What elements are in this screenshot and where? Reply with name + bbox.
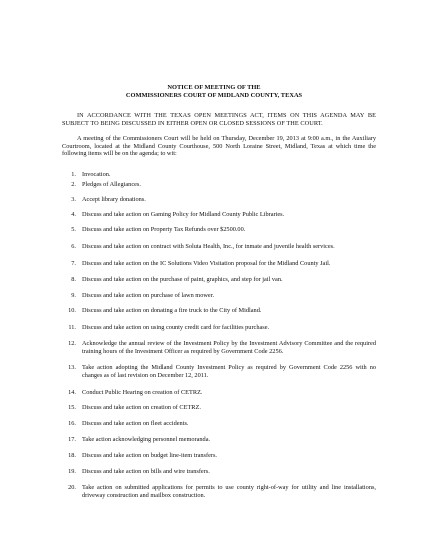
agenda-item-text: Discuss and take action on contract with Soluta Health, Inc., for inmate and juvenile health services. (82, 243, 335, 250)
court-title: COMMISSIONERS COURT OF MIDLAND COUNTY, TEXAS (125, 91, 303, 99)
agenda-item-text: Pledges of Allegiances. (82, 181, 141, 188)
agenda-item-text: Discuss and take action on donating a fire truck to the City of Midland. (82, 307, 262, 314)
agenda-item-number: 18. (68, 452, 76, 459)
agenda-item-text: Discuss and take action on Property Tax Refunds over $2500.00. (82, 226, 246, 233)
agenda-item-text: Discuss and take action on fleet accidents. (82, 420, 189, 427)
agenda-item-text: Accept library donations. (82, 196, 146, 203)
agenda-item-text: Conduct Public Hearing on creation of CETRZ. (82, 389, 203, 396)
agenda-item-number: 14. (68, 389, 76, 396)
agenda-item-number: 7. (71, 260, 76, 267)
agenda-item-number: 19. (68, 468, 76, 475)
agenda-item-number: 2. (71, 181, 76, 188)
agenda-item-number: 5. (71, 226, 76, 233)
agenda-item-number: 9. (71, 292, 76, 299)
agenda-item-number: 8. (71, 276, 76, 283)
agenda-item-number: 6. (71, 243, 76, 250)
agenda-item-text: Take action adopting the Midland County Investment Policy as required by Government Code 2256 with no changes as of last revision on December 12, 2011. (82, 364, 376, 379)
agenda-item-text: Invocation. (82, 171, 111, 178)
agenda-item-text: Discuss and take action on Gaming Policy for Midland County Public Libraries. (82, 211, 285, 218)
agenda-item-text: Discuss and take action on bills and wire transfers. (82, 468, 210, 475)
agenda-item-number: 15. (68, 404, 76, 411)
notice-title: NOTICE OF MEETING OF THE (167, 84, 261, 91)
agenda-item-number: 13. (68, 364, 76, 371)
agenda-item-number: 17. (68, 436, 76, 443)
agenda-item-text: Take action on submitted applications for permits to use county right-of-way for utility and line installations, driveway construction and mailbox construction. (82, 484, 376, 499)
agenda-item-number: 11. (68, 324, 76, 331)
agenda-item-number: 20. (68, 484, 76, 491)
agenda-item-number: 1. (71, 171, 76, 178)
meeting-intro-paragraph: A meeting of the Commissioners Court will be held on Thursday, December 19, 2013 at 9:00 a.m., in the Auxiliary Courtroom, located at the Midland County Courthouse, 500 North Loraine Street, Midland, Texas at which time the following items will be on the agenda; to wit: (62, 135, 376, 158)
agenda-item-text: Take action acknowledging personnel memoranda. (82, 436, 211, 443)
agenda-item-text: Discuss and take action on the purchase of paint, graphics, and step for jail van. (82, 276, 283, 283)
agenda-item-text: Discuss and take action on using county credit card for facilities purchase. (82, 324, 270, 331)
agenda-item-text: Discuss and take action on budget line-item transfers. (82, 452, 217, 459)
open-meetings-notice: IN ACCORDANCE WITH THE TEXAS OPEN MEETINGS ACT, ITEMS ON THIS AGENDA MAY BE SUBJECT TO BEING DISCUSSED IN EITHER OPEN OR CLOSED SESSIONS OF THE COURT. (62, 112, 376, 127)
agenda-item-text: Discuss and take action on creation of CETRZ. (82, 404, 201, 411)
agenda-item-number: 10. (68, 307, 76, 314)
agenda-item-text: Discuss and take action on purchase of lawn mower. (82, 292, 215, 299)
agenda-item-text: Discuss and take action on the IC Solutions Video Visitation proposal for the Midland County Jail. (82, 260, 331, 267)
agenda-item-number: 4. (71, 211, 76, 218)
agenda-item-number: 3. (71, 196, 76, 203)
agenda-item-text: Acknowledge the annual review of the Investment Policy by the Investment Advisory Committee and the required training hours of the Investment Officer as required by Government Code 2256. (82, 340, 376, 355)
agenda-item-number: 16. (68, 420, 76, 427)
agenda-item-number: 12. (68, 340, 76, 347)
